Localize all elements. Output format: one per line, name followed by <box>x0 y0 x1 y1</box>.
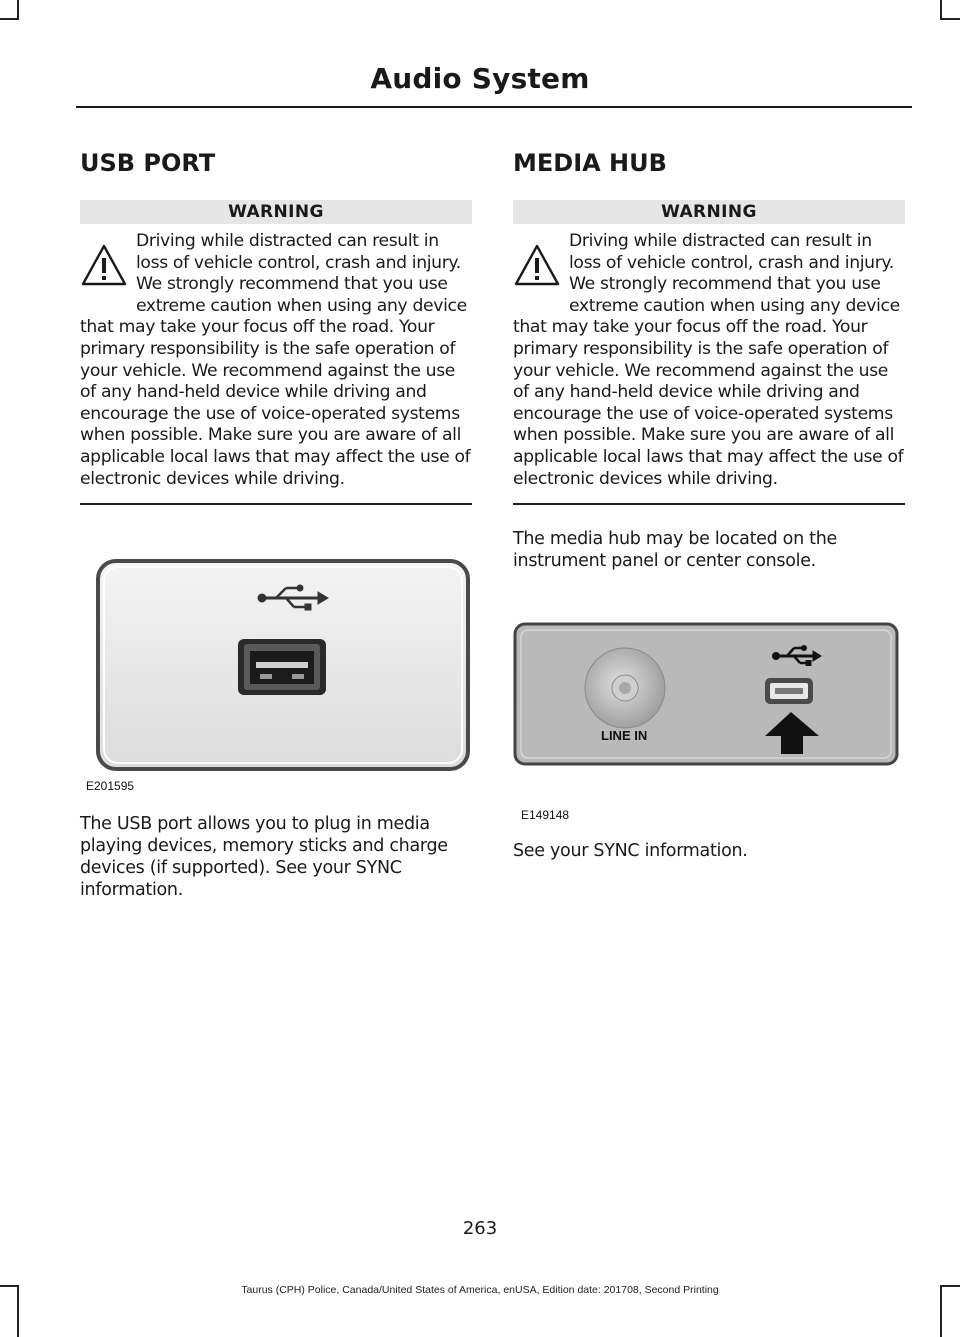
warning-text: Driving while distracted can result in loss of vehicle control, crash and injury. We strongly recommend that you use extreme caution when using any device that may take your focus off the road. Your primary responsibility is the safe operation of your vehicle. We recommend against the use of any hand-held device while driving and encourage the use of voice-operated systems when possible. Make sure you are aware of all applicable local laws that may affect the use of electronic devices while driving. <box>513 231 904 489</box>
crop-mark <box>940 0 942 20</box>
figure-code: E201595 <box>86 778 135 793</box>
warning-triangle-icon <box>513 235 561 297</box>
figure-code: E149148 <box>521 807 570 822</box>
media-hub-figure <box>513 622 905 842</box>
usb-port-illustration <box>80 531 476 781</box>
warning-text: Driving while distracted can result in loss of vehicle control, crash and injury. We strongly recommend that you use extreme caution when using any device that may take your focus off the road. Your primary responsibility is the safe operation of your vehicle. We recommend against the use of any hand-held device while driving and encourage the use of voice-operated systems when possible. Make sure you are aware of all applicable local laws that may affect the use of electronic devices while driving. <box>80 231 471 489</box>
line-in-label: LINE IN <box>601 727 648 743</box>
usb-port-description: The USB port allows you to plug in media playing devices, memory sticks and charge devices (if supported). See your SYNC information. <box>80 813 448 900</box>
usb-port-section <box>80 148 472 901</box>
crop-mark <box>17 0 19 20</box>
section-title: USB PORT <box>80 149 216 177</box>
crop-mark <box>0 18 19 20</box>
warning-body <box>80 231 472 490</box>
media-hub-description: See your SYNC information. <box>513 840 748 861</box>
warning-rule <box>80 503 472 505</box>
crop-mark <box>940 18 960 20</box>
media-hub-illustration <box>513 622 905 772</box>
page-footer: Taurus (CPH) Police, Canada/United States of America, enUSA, Edition date: 201708, Second Printing <box>241 1284 719 1296</box>
page-header-title: Audio System <box>370 62 590 95</box>
section-title: MEDIA HUB <box>513 149 667 177</box>
warning-body <box>513 231 905 490</box>
warning-rule <box>513 503 905 505</box>
page-number: 263 <box>462 1218 498 1239</box>
usb-port-figure <box>80 531 476 801</box>
header-rule <box>76 106 912 108</box>
media-hub-intro: The media hub may be located on the instrument panel or center console. <box>513 528 837 571</box>
media-hub-section <box>513 148 905 862</box>
warning-header: WARNING <box>80 200 472 224</box>
warning-header: WARNING <box>513 200 905 224</box>
warning-triangle-icon <box>80 235 128 297</box>
